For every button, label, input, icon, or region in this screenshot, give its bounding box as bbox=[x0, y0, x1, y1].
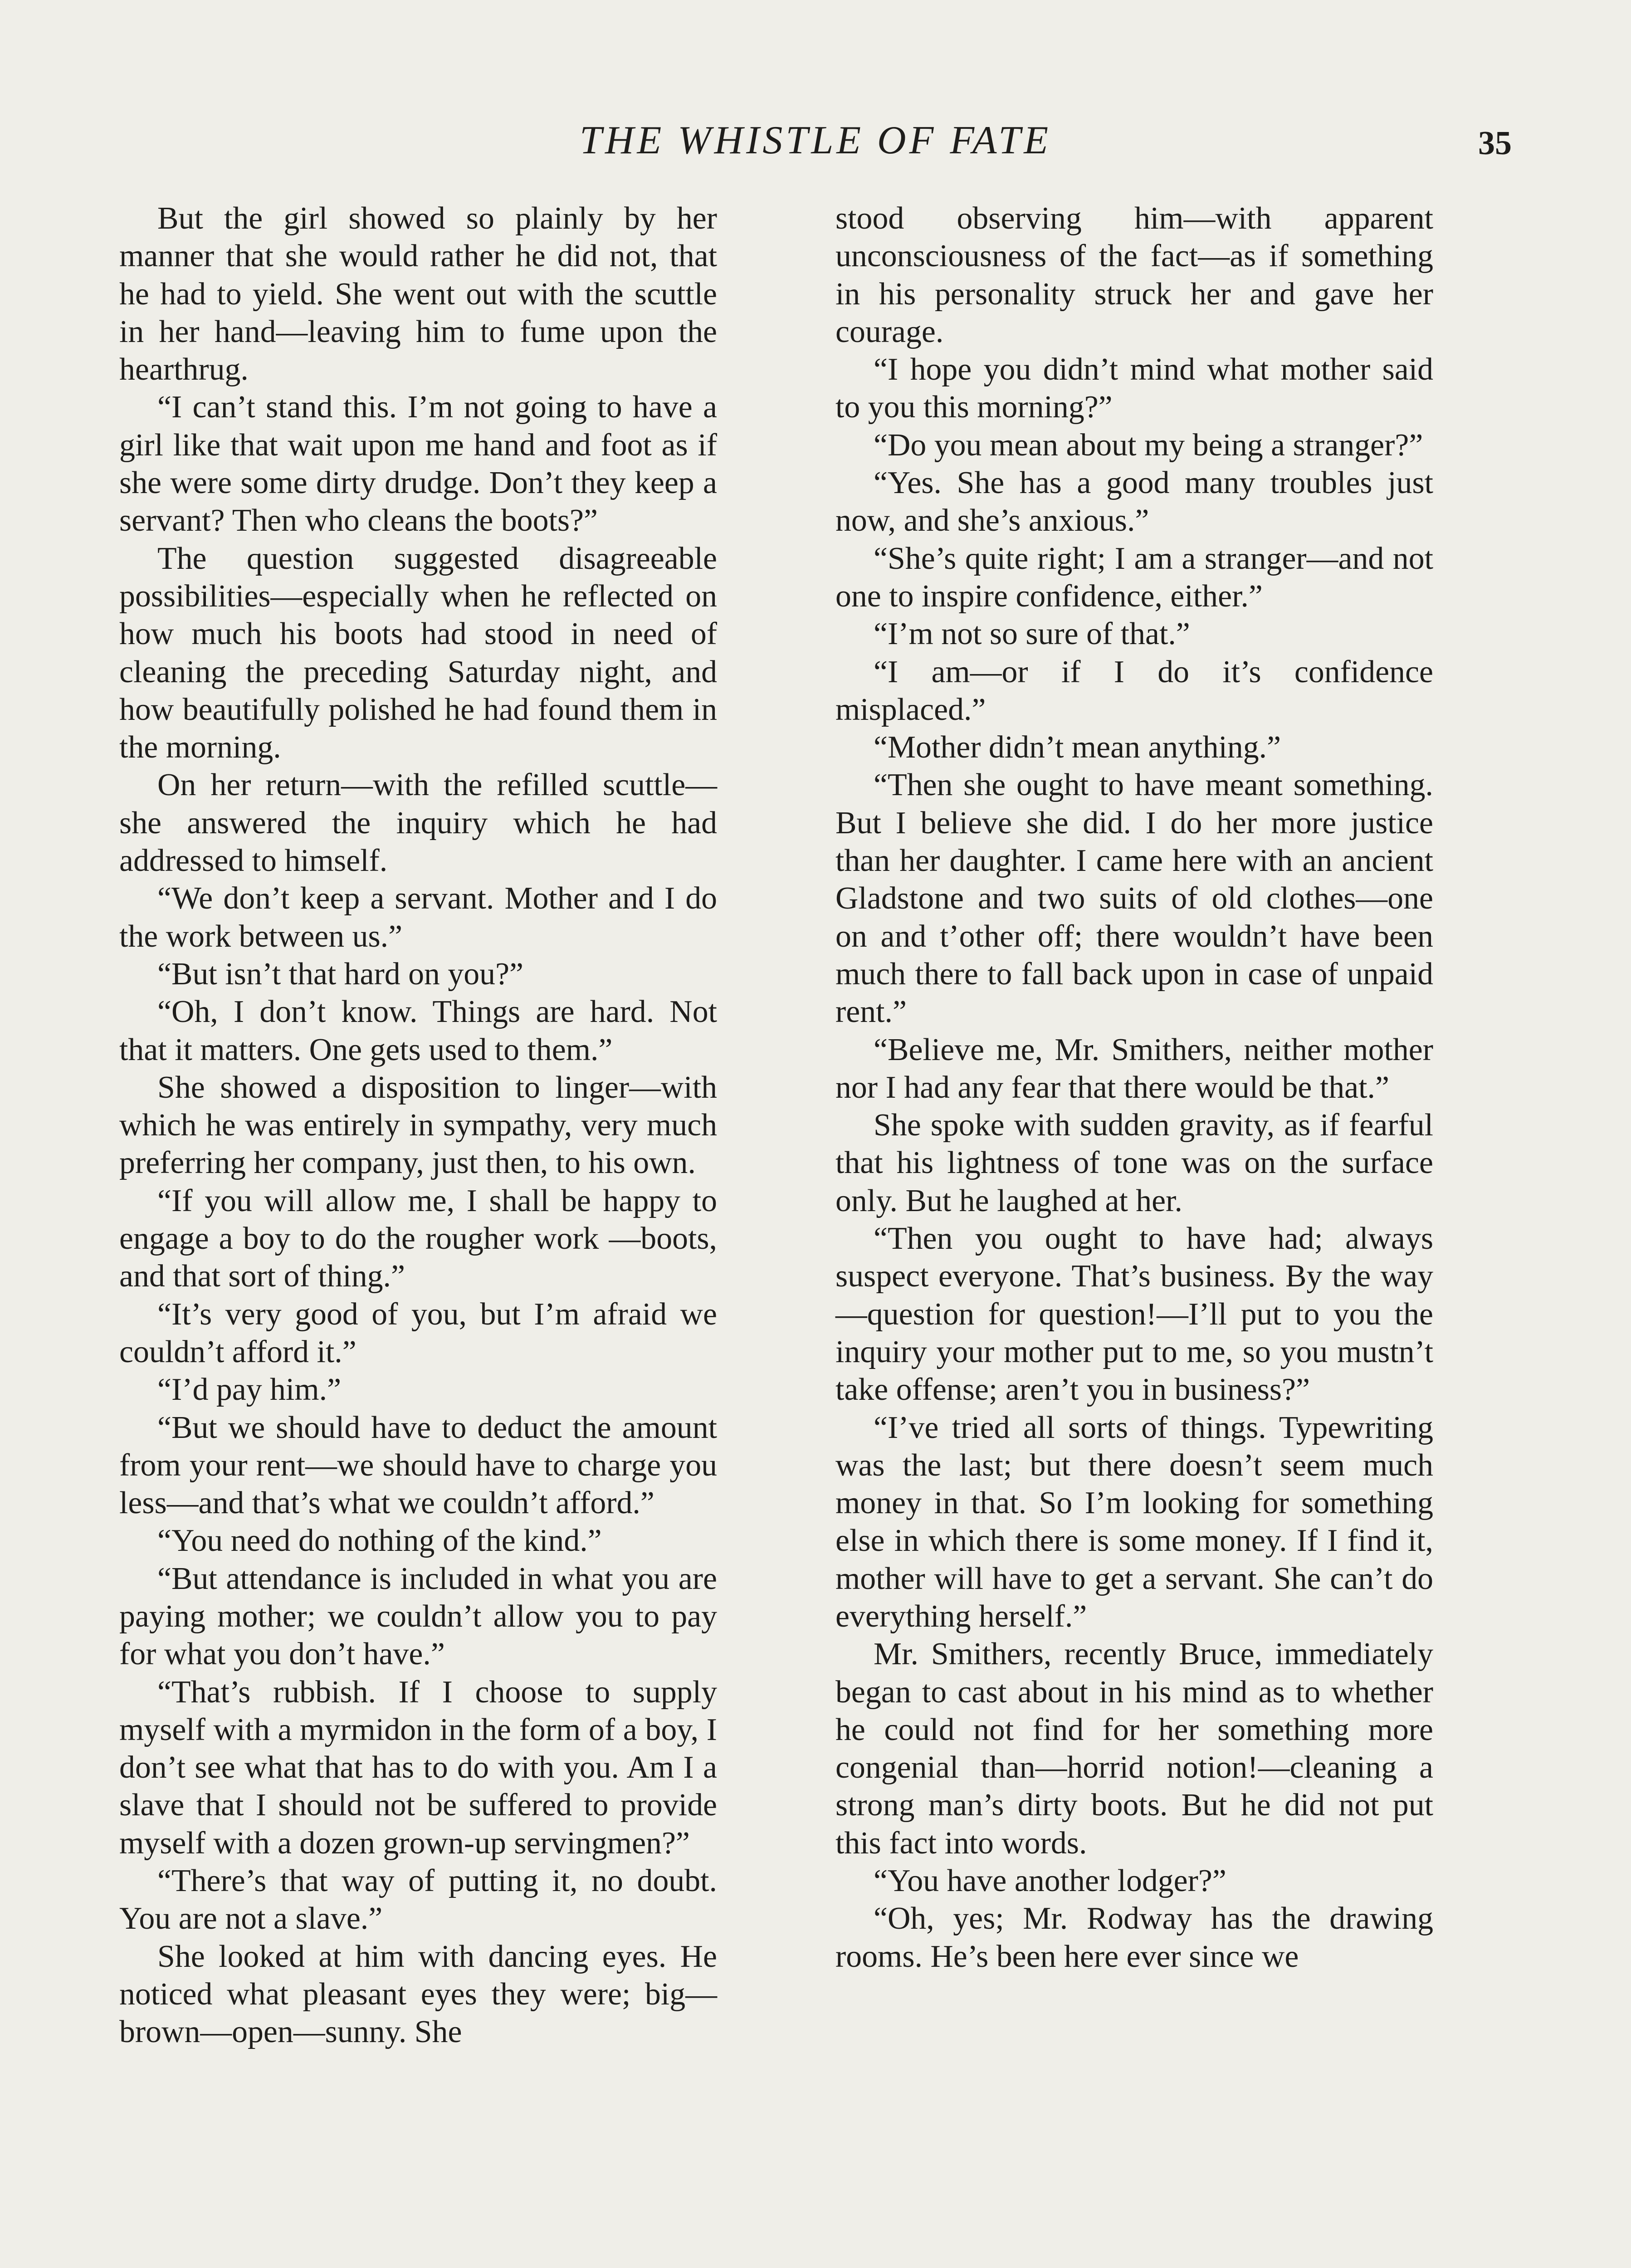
paragraph: “Do you mean about my being a stranger?” bbox=[874, 427, 1423, 463]
paragraph: “Yes. She has a good many troubles just now, and she’s anxious.” bbox=[835, 465, 1433, 538]
paragraph: “I can’t stand this. I’m not going to have a girl like that wait upon me hand and foot as if she were some dirty drudge. Don’t they keep a servant? Then who cleans the boots?” bbox=[119, 390, 717, 538]
page-header bbox=[0, 116, 1631, 166]
paragraph: “If you will allow me, I shall be happy to engage a boy to do the rougher work —boots, and that sort of thing.” bbox=[119, 1183, 717, 1294]
paragraph: “That’s rubbish. If I choose to supply myself with a myrmidon in the form of a boy, I don’t see what that has to do with you. Am I a slave that I should not be suffered to provide myself with a dozen grown-up servingmen?” bbox=[119, 1674, 717, 1861]
paragraph: “I’m not so sure of that.” bbox=[874, 616, 1190, 652]
paragraph: The question suggested disagreeable possibilities—especially when he reflected on how much his boots had stood in need of cleaning the preceding Saturday night, and how beautifully polished he had found them in the morning. bbox=[119, 541, 717, 765]
paragraph: On her return—with the refilled scuttle—she answered the inquiry which he had addressed to himself. bbox=[119, 767, 717, 879]
paragraph: “I hope you didn’t mind what mother said to you this morning?” bbox=[835, 352, 1433, 425]
paragraph: “It’s very good of you, but I’m afraid we couldn’t afford it.” bbox=[119, 1296, 717, 1369]
paragraph: “She’s quite right; I am a stranger—and not one to inspire confidence, either.” bbox=[835, 541, 1433, 614]
page-number: 35 bbox=[1478, 125, 1512, 162]
paragraph: She looked at him with dancing eyes. He noticed what pleasant eyes they were; big—brown—open—sunny. She bbox=[119, 1939, 717, 2050]
paragraph: “Oh, I don’t know. Things are hard. Not that it matters. One gets used to them.” bbox=[119, 994, 717, 1067]
paragraph: “I am—or if I do it’s confidence misplaced.” bbox=[835, 654, 1433, 727]
paragraph: “Then she ought to have meant something. But I believe she did. I do her more justice than her daughter. I came here with an ancient Gladstone and two suits of old clothes—one on and t’other off; there wouldn’t have been much there to fall back upon in case of unpaid rent.” bbox=[835, 767, 1433, 1030]
paragraph: “Believe me, Mr. Smithers, neither mother nor I had any fear that there would be that.” bbox=[835, 1032, 1433, 1105]
paragraph: She showed a disposition to linger—with which he was entirely in sympathy, very much preferring her company, just then, to his own. bbox=[119, 1070, 717, 1181]
paragraph: Mr. Smithers, recently Bruce, immediately began to cast about in his mind as to whether he could not find for her something more congenial than—horrid notion!—cleaning a strong man’s dirty boots. But he did not put this fact into words. bbox=[835, 1637, 1433, 1861]
paragraph-continuation: stood observing him—with apparent unconsciousness of the fact—as if something in his personality struck her and gave her courage. bbox=[835, 201, 1433, 349]
paragraph: “But attendance is included in what you are paying mother; we couldn’t allow you to pay for what you don’t have.” bbox=[119, 1561, 717, 1672]
paragraph: “But we should have to deduct the amount from your rent—we should have to charge you less—and that’s what we couldn’t afford.” bbox=[119, 1410, 717, 1521]
paragraph: “I’d pay him.” bbox=[157, 1372, 342, 1408]
paragraph: “Oh, yes; Mr. Rodway has the drawing rooms. He’s been here ever since we bbox=[835, 1901, 1433, 1974]
paragraph: “But isn’t that hard on you?” bbox=[157, 956, 524, 992]
paragraph: But the girl showed so plainly by her manner that she would rather he did not, that he had to yield. She went out with the scuttle in her hand—leaving him to fume upon the hearthrug. bbox=[119, 201, 717, 387]
paragraph: “I’ve tried all sorts of things. Typewriting was the last; but there doesn’t seem much money in that. So I’m looking for something else in which there is some money. If I find it, mother will have to get a servant. She can’t do everything herself.” bbox=[835, 1410, 1433, 1634]
paragraph: “Then you ought to have had; always suspect everyone. That’s business. By the way—question for question!—I’ll put to you the inquiry your mother put to me, so you mustn’t take offense; aren’t you in business?” bbox=[835, 1221, 1433, 1408]
right-text-column bbox=[835, 200, 1433, 1975]
paragraph: “There’s that way of putting it, no doubt. You are not a slave.” bbox=[119, 1863, 717, 1936]
left-text-column bbox=[119, 200, 717, 2051]
paragraph: “Mother didn’t mean anything.” bbox=[874, 730, 1281, 765]
paragraph: “You need do nothing of the kind.” bbox=[157, 1523, 602, 1559]
running-title: THE WHISTLE OF FATE bbox=[580, 118, 1051, 162]
paragraph: “We don’t keep a servant. Mother and I do the work between us.” bbox=[119, 881, 717, 954]
paragraph: “You have another lodger?” bbox=[874, 1863, 1226, 1899]
paragraph: She spoke with sudden gravity, as if fearful that his lightness of tone was on the surface only. But he laughed at her. bbox=[835, 1108, 1433, 1218]
